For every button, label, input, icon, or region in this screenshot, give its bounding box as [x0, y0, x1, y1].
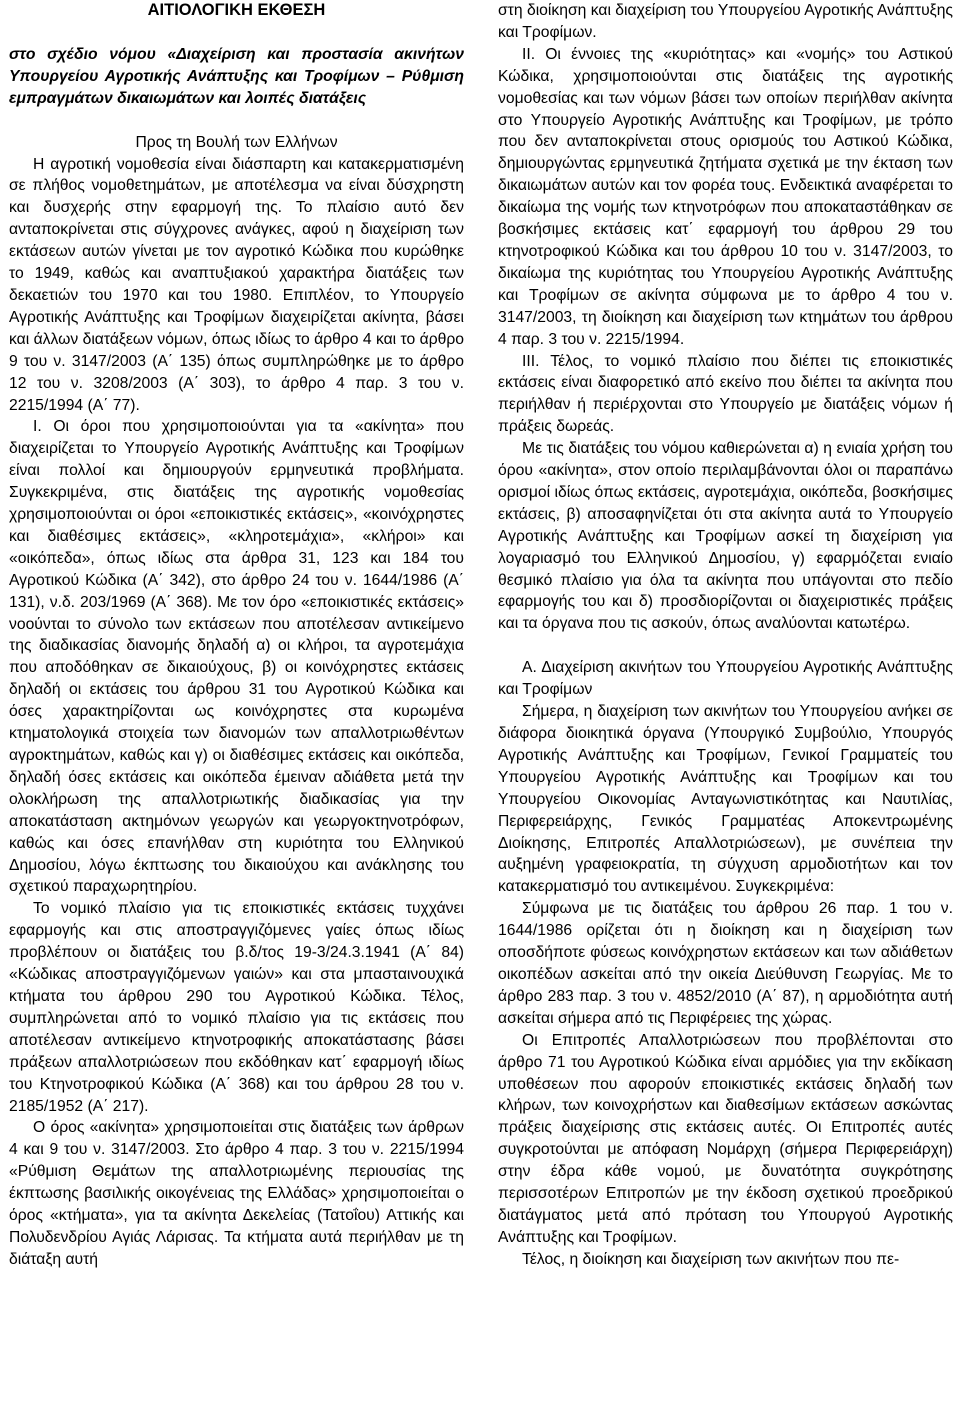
paragraph: Σύμφωνα με τις διατάξεις του άρθρου 26 παρ. 1 του ν. 1644/1986 ορίζεται ότι η διοίκηση και η διαχείριση των οποσδήποτε φύσεως κοινόχρηστων εκτάσεων και των αδιάθετων οικοπέδων ασκείται από την οικεία Διεύθυνση Γεωργίας. Με το άρθρο 283 παρ. 3 του ν. 4852/2010 (Α΄ 87), η αρμοδιότητα αυτή ασκείται σήμερα από τις Περιφέρειες της χώρας.: [498, 900, 953, 1027]
section-heading: Α. Διαχείριση ακινήτων του Υπουργείου Αγροτικής Ανάπτυξης και Τροφίμων: [498, 659, 953, 699]
paragraph: Ο όρος «ακίνητα» χρησιμοποιείται στις διατάξεις των άρθρων 4 και 9 του ν. 3147/2003. Στο άρθρο 4 παρ. 3 του ν. 2215/1994 «Ρύθμιση Θεμάτων της απαλλοτριωμένης περιουσίας της έκπτωσης βασιλικής οικογένειας της Ελλάδας» χρησιμοποιείται ο όρος «κτήματα», για τα ακίνητα Δεκελείας (Τατοΐου) Αττικής και Πολυδενδρίου Αγιάς Λάρισας. Τα κτήματα αυτά περιήλθαν με τη διάταξη αυτή: [9, 1119, 464, 1268]
paragraph: Ι. Οι όροι που χρησιμοποιούνται για τα «ακίνητα» που διαχειρίζεται το Υπουργείο Αγροτικής Ανάπτυξης και Τροφίμων είναι πολλοί και δημιουργούν ερμηνευτικά προβλήματα. Συγκεκριμένα, στις διατάξεις της αγροτικής νομοθεσίας χρησιμοποιούνται οι όροι «εποικιστικές εκτάσεις», «κοινόχρηστες και διαθέσιμες εκτάσεις», «κληροτεμάχια», «κλήροι» και «οικόπεδα», όπως ιδίως στα άρθρα 31, 123 και 184 του Αγροτικού Κώδικα (Α΄ 342), στο άρθρο 24 του ν. 1644/1986 (Α΄ 131), ν.δ. 203/1969 (Α΄ 368). Με τον όρο «εποικιστικές εκτάσεις» νοούνται το σύνολο των εκτάσεων που αποτέλεσαν αντικείμενο της διαδικασίας διανομής δηλαδή α) οι κλήροι, τα αγροτεμάχια που αποδόθηκαν σε δικαιούχους, β) οι κοινόχρηστες εκτάσεις δηλαδή οι εκτάσεις του άρθρου 31 του Αγροτικού Κώδικα και όσες χαρακτηρίζονται ως κοινόχρηστες στα κυρωμένα κτηματολογικά στοιχεία των διανομών των απαλλοτριωθέντων αγροκτημάτων, καθώς και γ) οι διαθέσιμες εκτάσεις και οικόπεδα, δηλαδή όσες εκτάσεις και οικόπεδα έμειναν αδιάθετα μετά την ολοκλήρωση της απαλλοτριωτικής διαδικασίας για την αποκατάσταση ακτημόνων γεωργών και γεωργοκτηνοτρόφων, καθώς και όσες επανήλθαν στη κυριότητα του Ελληνικού Δημοσίου, λόγω έκπτωσης του δικαιούχου και ανάκλησης του σχετικού παραχωρητηρίου.: [9, 418, 464, 896]
paragraph: ΙΙ. Οι έννοιες της «κυριότητας» και «νομής» του Αστικού Κώδικα, χρησιμοποιούνται στις διατάξεις της αγροτικής νομοθεσίας και των νόμων βάσει των οποίων περιήλθαν ακίνητα στο Υπουργείο Αγροτικής Ανάπτυξης και Τροφίμων, με τρόπο που δεν ανταποκρίνεται στους ορισμούς του Αστικού Κώδικα, δημιουργώντας ερμηνευτικά ζητήματα σχετικά με την έκταση των δικαιωμάτων αυτών και τον φορέα τους. Ενδεικτικά αναφέρεται το δικαίωμα της νομής των κτηνοτρόφων που αποκαταστάθηκαν σε βοσκήσιμες εκτάσεις κατ΄ εφαρμογή του άρθρου 29 του κτηνοτροφικού Κώδικα και του άρθρου 10 του ν. 3147/2003, το δικαίωμα της κυριότητας του Υπουργείου Αγροτικής Ανάπτυξης και Τροφίμων σε ακίνητα σύμφωνα με το άρθρο 4 του ν. 3147/2003, τη διοίκηση και διαχείριση των κτημάτων του άρθρου 4 παρ. 3 του ν. 2215/1994.: [498, 45, 953, 348]
left-column: [9, 0, 464, 1271]
paragraph: ΙΙΙ. Τέλος, το νομικό πλαίσιο που διέπει τις εποικιστικές εκτάσεις είναι διαφορετικό από εκείνο που διέπει τα ακίνητα που περιήλθαν ή περιέρχονται στο Υπουργείο με διατάξεις νόμων ή πράξεις δωρεάς.: [498, 352, 953, 436]
right-column: [498, 0, 953, 1271]
document-title: ΑΙΤΙΟΛΟΓΙΚΗ ΕΚΘΕΣΗ: [147, 1, 326, 19]
paragraph: Το νομικό πλαίσιο για τις εποικιστικές εκτάσεις τυχχάνει εφαρμογής και στις αποστραγγιζόμενες γαίες όπως ιδίως προβλέπουν οι διατάξεις του β.δ/τος 19-3/24.3.1941 (Α΄ 84) «Κώδικας αποστραγγιζόμενων γαιών» και στα μπασταινουχικά κτήματα του άρθρου 290 του Αγροτικού Κώδικα. Τέλος, συμπληρώνεται από το νομικό πλαίσιο για τις εκτάσεις που αποτέλεσαν αντικείμενο κτηνοτροφικής αποκατάστασης βάσει πράξεων απαλλοτριώσεων που εκδόθηκαν κατ΄ εφαρμογή ιδίως του Κτηνοτροφικού Κώδικα (Α΄ 368) και του άρθρου 28 του ν. 2185/1952 (Α΄ 217).: [9, 900, 464, 1115]
addressee: Προς τη Βουλή των Ελλήνων: [135, 133, 338, 151]
paragraph: Με τις διατάξεις του νόμου καθιερώνεται α) η ενιαία χρήση του όρου «ακίνητα», στον οποίο περιλαμβάνονται όλοι οι παραπάνω ορισμοί ιδίως όπως εκτάσεις, αγροτεμάχια, οικόπεδα, βοσκήσιμες εκτάσεις, β) αποσαφηνίζεται ότι στα ακίνητα αυτά το Υπουργείο Αγροτικής Ανάπτυξης και Τροφίμων ασκεί τη διαχείριση για λογαριασμό του Ελληνικού Δημοσίου, γ) εφαρμόζεται ενιαίο θεσμικό πλαίσιο για όλα τα ακίνητα που υπάγονται στο πεδίο εφαρμογής του και δ) προσδιορίζονται οι διαχειριστικές πράξεις και τα όργανα που τις ασκούν, όπως αναλύονται κατωτέρω.: [498, 440, 953, 633]
paragraph: Η αγροτική νομοθεσία είναι διάσπαρτη και κατακερματισμένη σε πλήθος νομοθετημάτων, με αποτέλεσμα να είναι δύσχρηστη και δυσχερής στην εφαρμογή της. Το πλαίσιο αυτό δεν ανταποκρίνεται στις σύγχρονες ανάγκες, αφού η διαχείριση των εκτάσεων αυτών γίνεται με τον αγροτικό Κώδικα που κυρώθηκε το 1949, καθώς και αναπτυξιακού χαρακτήρα διατάξεις των δεκαετιών του 1970 και του 1980. Επιπλέον, το Υπουργείο Αγροτικής Ανάπτυξης και Τροφίμων διαχειρίζεται ακίνητα, βάσει και άλλων διατάξεων νόμων, όπως ιδίως το άρθρο 4 και το άρθρο 9 του ν. 3147/2003 (Α΄ 135) όπως συμπληρώθηκε με το άρθρο 12 του ν. 3208/2003 (Α΄ 303), το άρθρο 4 παρ. 3 του ν. 2215/1994 (Α΄ 77).: [9, 155, 464, 414]
paragraph: Τέλος, η διοίκηση και διαχείριση των ακινήτων που πε-: [522, 1250, 900, 1268]
document-subtitle: στο σχέδιο νόμου «Διαχείριση και προστασία ακινήτων Υπουργείου Αγροτικής Ανάπτυξης και Τροφίμων – Ρύθμιση εμπραγμάτων δικαιωμάτων και λοιπές διατάξεις: [9, 45, 464, 107]
paragraph: Σήμερα, η διαχείριση των ακινήτων του Υπουργείου ανήκει σε διάφορα διοικητικά όργανα (Υπουργικό Συμβούλιο, Υπουργός Αγροτικής Ανάπτυξης και Τροφίμων, Γενικοί Γραμματείς του Υπουργείου Αγροτικής Ανάπτυξης και Τροφίμων και του Υπουργείου Οικονομίας Ανταγωνιστικότητας και Ναυτιλίας, Περιφερειάρχης, Γενικός Γραμματέας Αποκεντρωμένης Διοίκησης, Επιτροπές Απαλλοτριώσεων), με συνέπεια την αυξημένη γραφειοκρατία, τη σύγχυση αρμοδιοτήτων και τον κατακερματισμό του αντικειμένου. Συγκεκριμένα:: [498, 703, 953, 896]
paragraph: Οι Επιτροπές Απαλλοτριώσεων που προβλέπονται στο άρθρο 71 του Αγροτικού Κώδικα είναι αρμόδιες για την εκδίκαση υποθέσεων που αφορούν εποικιστικές εκτάσεις δηλαδή των κλήρων, των κοινοχρήστων και διαθεσίμων εκτάσεων ασκώντας πράξεις διαχείρισης στις εκτάσεις αυτές. Οι Επιτροπές αυτές συγκροτούνται με απόφαση Νομάρχη (σήμερα Περιφερειάρχη) στην έδρα κάθε νομού, με δυνατότητα συγκρότησης περισσοτέρων Επιτροπών με την έκδοση σχετικού προεδρικού διατάγματος μετά από πρόταση του Υπουργού Αγροτικής Ανάπτυξης και Τροφίμων.: [498, 1031, 953, 1246]
paragraph: στη διοίκηση και διαχείριση του Υπουργείου Αγροτικής Ανάπτυξης και Τροφίμων.: [498, 2, 953, 41]
